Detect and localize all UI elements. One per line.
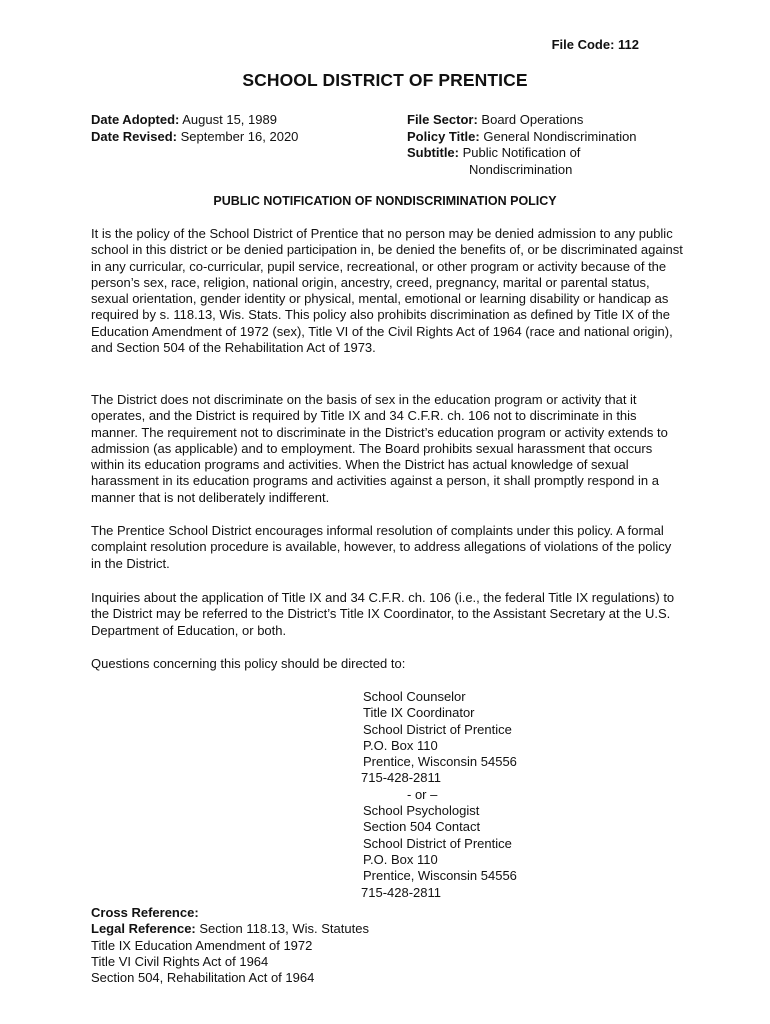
policy-title-label: Policy Title: — [407, 128, 480, 144]
legal-reference-row — [91, 921, 369, 937]
date-revised-value: September 16, 2020 — [180, 128, 299, 144]
legal-reference-label: Legal Reference: — [91, 921, 196, 937]
policy-paragraph: The Prentice School District encourages informal resolution of complaints under this policy. A formal complaint resolution procedure is available, however, to address allegations of violations of the policy in the District. — [91, 523, 672, 571]
date-revised-row — [91, 129, 298, 146]
district-title: SCHOOL DISTRICT OF PRENTICE — [242, 70, 528, 90]
contact-line: School Counselor — [363, 689, 466, 704]
contact-line: Prentice, Wisconsin 54556 — [363, 754, 517, 770]
contact-separator: - or – — [407, 786, 438, 802]
policy-title-value: General Nondiscrimination — [483, 128, 637, 144]
date-revised-label: Date Revised: — [91, 128, 177, 144]
policy-paragraph: It is the policy of the School District of Prentice that no person may be denied admission to any public school in this district or be denied participation in, be denied the benefits of, or be discriminated against in any curricular, co-curricular, pupil service, recreational, or other program or activity because of the person’s sex, race, religion, national origin, ancestry, creed, pregnancy, marital or parental status, sexual orientation, gender identity or physical, mental, emotional or learning disability or handicap as required by s. 118.13, Wis. Stats. This policy also prohibits discrimination as defined by Title IX of the Education Amendment of 1972 (sex), Title VI of the Civil Rights Act of 1964 (race and national origin), and Section 504 of the Rehabilitation Act of 1973. — [91, 226, 683, 356]
meta-classification — [407, 112, 637, 178]
subtitle-value-line1: Public Notification of — [462, 145, 581, 160]
subtitle-row — [407, 145, 637, 162]
file-sector-value: Board Operations — [481, 112, 584, 127]
contact-line: Section 504 Contact — [363, 819, 481, 835]
file-sector-label: File Sector: — [407, 112, 478, 127]
policy-paragraph: Inquiries about the application of Title IX and 34 C.F.R. ch. 106 (i.e., the federal Title IX regulations) to the District may be referred to the District’s Title IX Coordinator, to the Assistant Secretary at the U.S. Department of Education, or both. — [91, 590, 675, 638]
cross-reference-heading: Cross Reference: — [91, 905, 199, 920]
file-sector-row — [407, 112, 637, 129]
contact-line: P.O. Box 110 — [363, 851, 438, 867]
policy-heading: PUBLIC NOTIFICATION OF NONDISCRIMINATION POLICY — [213, 194, 557, 208]
contact-line: Prentice, Wisconsin 54556 — [363, 868, 517, 884]
date-adopted-value: August 15, 1989 — [182, 112, 277, 127]
contact-line: Title IX Coordinator — [363, 705, 475, 721]
policy-paragraph: Questions concerning this policy should be directed to: — [91, 656, 406, 671]
contact-line: School Psychologist — [363, 803, 480, 819]
subtitle-label: Subtitle: — [407, 145, 459, 160]
reference-line: Title IX Education Amendment of 1972 — [91, 937, 313, 953]
file-code: File Code: 112 — [551, 37, 639, 52]
contact-phone: 715-428-2811 — [361, 884, 441, 900]
meta-dates — [91, 112, 298, 145]
policy-paragraph: The District does not discriminate on the basis of sex in the education program or activity that it operates, and the District is required by Title IX and 34 C.F.R. ch. 106 not to discriminate in this manner. The requirement not to discriminate in the District’s education program or activity extends to admission (as applicable) and to employment. The Board prohibits sexual harassment that occurs within its education programs and activities. When the District has actual knowledge of sexual harassment in its education programs and activities against a person, it shall promptly respond in a manner that is not deliberately indifferent. — [91, 392, 668, 505]
policy-title-row — [407, 129, 637, 146]
reference-line: Title VI Civil Rights Act of 1964 — [91, 953, 269, 969]
contact-phone: 715-428-2811 — [361, 770, 441, 786]
contact-line: School District of Prentice — [363, 835, 512, 851]
date-adopted-label: Date Adopted: — [91, 112, 180, 127]
cross-reference — [91, 905, 369, 986]
date-adopted-row — [91, 112, 298, 129]
contact-line: P.O. Box 110 — [363, 737, 438, 753]
reference-line: Section 504, Rehabilitation Act of 1964 — [91, 970, 315, 986]
legal-reference-value: Section 118.13, Wis. Statutes — [199, 921, 369, 937]
contact-block — [363, 689, 517, 901]
subtitle-continuation: Nondiscrimination — [469, 161, 573, 177]
contact-line: School District of Prentice — [363, 721, 512, 737]
